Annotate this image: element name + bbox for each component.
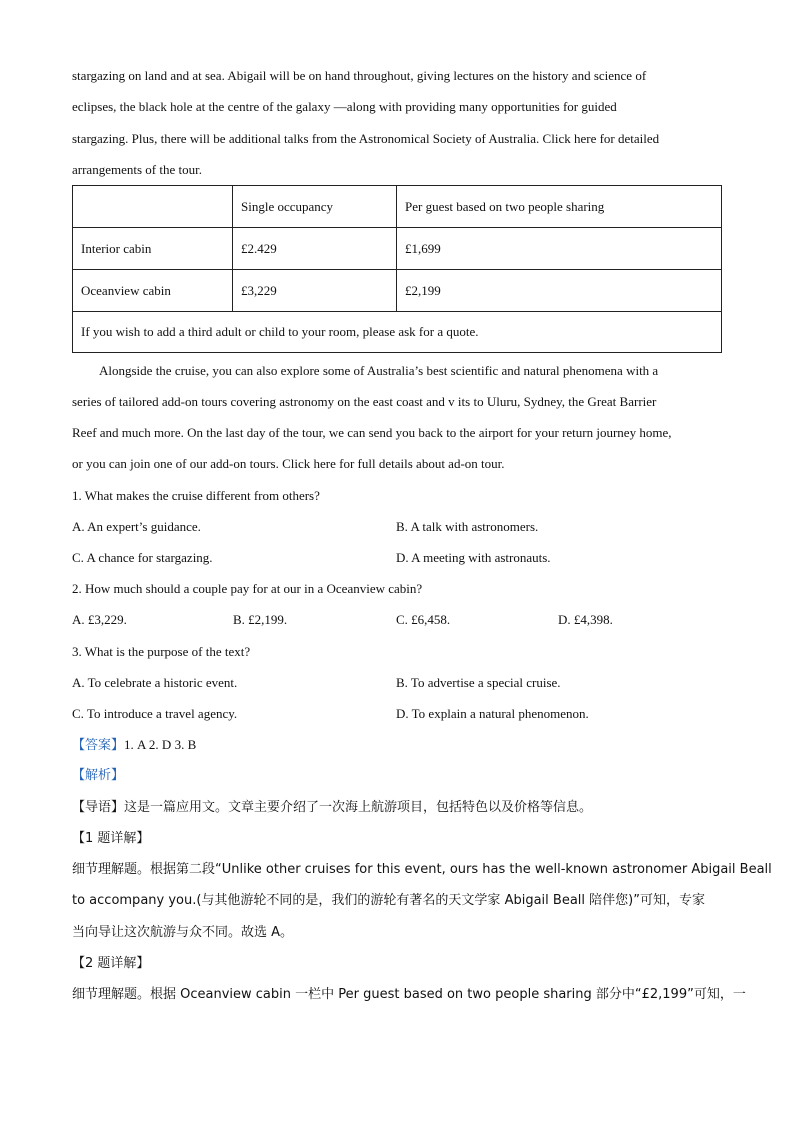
intro-line: arrangements of the tour. bbox=[72, 162, 202, 177]
intro-line: stargazing on land and at sea. Abigail will be on hand throughout, giving lectures on the history and science of bbox=[72, 68, 647, 83]
option-a: A. £3,229. bbox=[72, 612, 127, 627]
table-cell: £2,199 bbox=[397, 270, 722, 312]
table-cell: Oceanview cabin bbox=[73, 270, 233, 312]
table-cell: Interior cabin bbox=[73, 228, 233, 270]
guide-text: 这是一篇应用文。文章主要介绍了一次海上航游项目，包括特色以及价格等信息。 bbox=[124, 800, 593, 815]
question-2: 2. How much should a couple pay for at our in a Oceanview cabin? bbox=[72, 581, 423, 596]
para-line: Reef and much more. On the last day of the tour, we can send you back to the airport for your return journey home, bbox=[72, 425, 672, 440]
table-cell: £1,699 bbox=[397, 228, 722, 270]
fare-table bbox=[72, 185, 722, 353]
option-d: D. To explain a natural phenomenon. bbox=[396, 706, 589, 721]
detail-line: to accompany you.(与其他游轮不同的是，我们的游轮有著名的天文学家 Abigail Beall 陪伴您)”可知，专家 bbox=[72, 893, 705, 908]
question-1: 1. What makes the cruise different from others? bbox=[72, 488, 320, 503]
table-note-row bbox=[73, 312, 722, 353]
option-c: C. A chance for stargazing. bbox=[72, 550, 213, 565]
detail-line: 细节理解题。根据 Oceanview cabin 一栏中 Per guest based on two people sharing 部分中“£2,199”可知，一 bbox=[72, 987, 746, 1002]
option-c: C. To introduce a travel agency. bbox=[72, 706, 238, 721]
answer-text: 1. A 2. D 3. B bbox=[124, 737, 197, 752]
para-line: Alongside the cruise, you can also explore some of Australia’s best scientific and natural phenomena with a bbox=[99, 363, 659, 378]
detail-line: 当向导让这次航游与众不同。故选 A。 bbox=[72, 925, 294, 940]
table-header-cell: Per guest based on two people sharing bbox=[397, 186, 722, 228]
q2-detail-label: 【2 题详解】 bbox=[72, 956, 150, 971]
option-b: B. To advertise a special cruise. bbox=[396, 675, 561, 690]
option-b: B. £2,199. bbox=[233, 612, 288, 627]
table-header-cell: Single occupancy bbox=[233, 186, 397, 228]
guide-line bbox=[72, 800, 592, 816]
intro-line: eclipses, the black hole at the centre of the galaxy —along with providing many opportunities for guided bbox=[72, 99, 617, 114]
answer-label: 【答案】 bbox=[72, 738, 125, 753]
answer-line bbox=[72, 737, 196, 754]
detail-line: 细节理解题。根据第二段“Unlike other cruises for this event, ours has the well-known astronomer Abigail Beall bbox=[72, 862, 772, 877]
table-header-row bbox=[73, 186, 722, 228]
table-row bbox=[73, 270, 722, 312]
table-header-cell bbox=[73, 186, 233, 228]
question-3: 3. What is the purpose of the text? bbox=[72, 644, 251, 659]
table-row bbox=[73, 228, 722, 270]
table-cell: £3,229 bbox=[233, 270, 397, 312]
option-a: A. An expert’s guidance. bbox=[72, 519, 201, 534]
para-line: series of tailored add-on tours covering astronomy on the east coast and v its to Uluru, Sydney, the Great Barrier bbox=[72, 394, 657, 409]
table-note: If you wish to add a third adult or child to your room, please ask for a quote. bbox=[73, 312, 722, 353]
table-cell: £2.429 bbox=[233, 228, 397, 270]
guide-label: 【导语】 bbox=[72, 800, 125, 815]
option-a: A. To celebrate a historic event. bbox=[72, 675, 238, 690]
q1-detail-label: 【1 题详解】 bbox=[72, 831, 150, 846]
option-c: C. £6,458. bbox=[396, 612, 451, 627]
option-d: D. A meeting with astronauts. bbox=[396, 550, 551, 565]
option-d: D. £4,398. bbox=[558, 612, 613, 627]
para-line: or you can join one of our add-on tours. Click here for full details about ad-on tour. bbox=[72, 456, 505, 471]
analysis-label: 【解析】 bbox=[72, 768, 125, 783]
intro-line: stargazing. Plus, there will be additional talks from the Astronomical Society of Australia. Click here for detailed bbox=[72, 131, 660, 146]
option-b: B. A talk with astronomers. bbox=[396, 519, 539, 534]
